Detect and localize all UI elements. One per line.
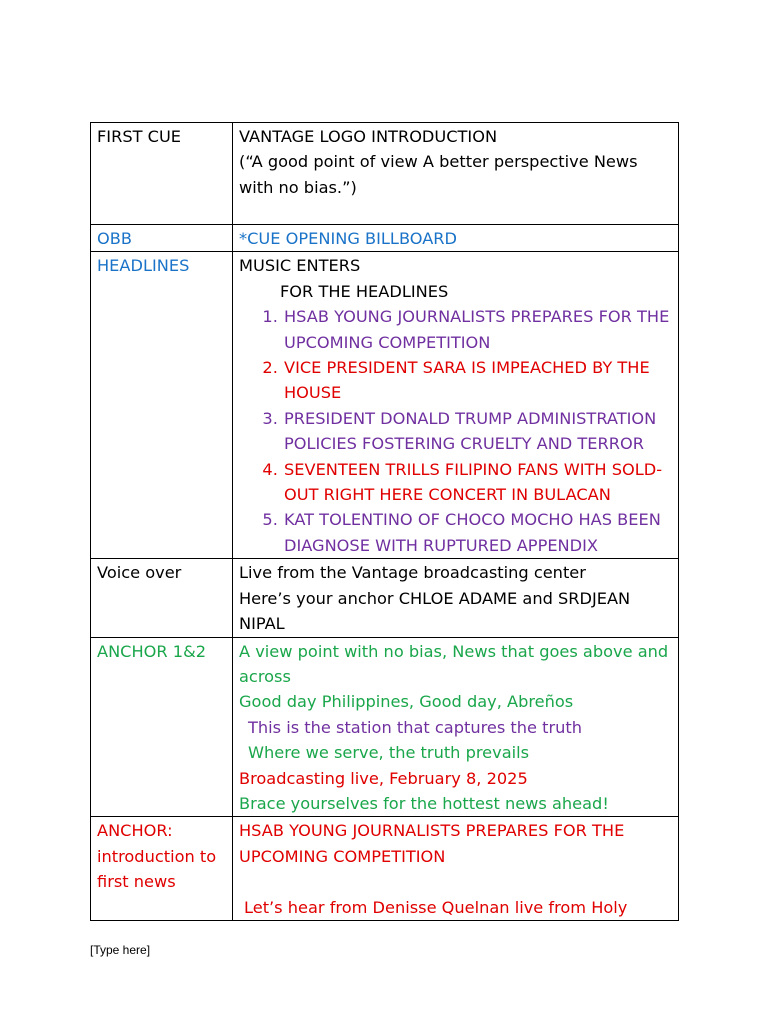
headline-item: 2. VICE PRESIDENT SARA IS IMPEACHED BY THE HOUSE — [283, 355, 672, 406]
cell-label-voice-over: Voice over — [91, 559, 233, 637]
anchor-line: A view point with no bias, News that goes above and across — [239, 641, 669, 686]
first-news-headline: HSAB YOUNG JOURNALISTS PREPARES FOR THE UPCOMING COMPETITION — [239, 821, 625, 866]
for-headlines-line: FOR THE HEADLINES — [280, 281, 449, 301]
first-news-lead: Let’s hear from Denisse Quelnan live from Holy — [244, 897, 628, 917]
anchor-line: This is the station that captures the truth — [248, 717, 583, 737]
row-obb — [91, 225, 679, 252]
cell-content-anchor-1-2 — [233, 637, 679, 817]
tagline-line: (“A good point of view A better perspective News with no bias.”) — [239, 152, 638, 197]
cell-label-headlines: HEADLINES — [91, 252, 233, 559]
headlines-list — [239, 304, 672, 558]
anchor-line: Brace yourselves for the hottest news ahead! — [239, 793, 609, 813]
footer-placeholder[interactable]: [Type here] — [90, 943, 151, 957]
spacer — [239, 869, 672, 894]
cell-content-obb: *CUE OPENING BILLBOARD — [233, 225, 679, 252]
anchor-line: Where we serve, the truth prevails — [248, 743, 530, 763]
anchor-line: Broadcasting live, February 8, 2025 — [239, 768, 528, 788]
row-anchor-1-2 — [91, 637, 679, 817]
headline-item: 3. PRESIDENT DONALD TRUMP ADMINISTRATION POLICIES FOSTERING CRUELTY AND TERROR — [283, 406, 672, 457]
headline-item: 1. HSAB YOUNG JOURNALISTS PREPARES FOR THE UPCOMING COMPETITION — [283, 304, 672, 355]
music-enters-line: MUSIC ENTERS — [239, 256, 361, 276]
voice-over-line: Here’s your anchor CHLOE ADAME and SRDJEAN NIPAL — [239, 588, 631, 634]
anchor-line: Good day Philippines, Good day, Abreños — [239, 692, 574, 712]
script-table — [90, 122, 679, 921]
headline-item: 5. KAT TOLENTINO OF CHOCO MOCHO HAS BEEN DIAGNOSE WITH RUPTURED APPENDIX — [283, 507, 672, 558]
cell-label-obb: OBB — [91, 225, 233, 252]
logo-intro-line: VANTAGE LOGO INTRODUCTION — [239, 127, 498, 146]
row-voice-over — [91, 559, 679, 637]
row-anchor-intro — [91, 817, 679, 921]
row-headlines — [91, 252, 679, 559]
cell-label-first-cue: FIRST CUE — [91, 123, 233, 225]
cell-content-first-cue — [233, 123, 679, 225]
voice-over-line: Live from the Vantage broadcasting center — [239, 563, 586, 583]
headline-item: 4. SEVENTEEN TRILLS FILIPINO FANS WITH SOLD-OUT RIGHT HERE CONCERT IN BULACAN — [283, 457, 672, 508]
cell-label-anchor-1-2: ANCHOR 1&2 — [91, 637, 233, 817]
cell-content-headlines — [233, 252, 679, 559]
cell-content-voice-over — [233, 559, 679, 637]
row-first-cue — [91, 123, 679, 225]
cell-label-anchor-intro: ANCHOR: introduction to first news — [91, 817, 233, 921]
cell-content-anchor-intro — [233, 817, 679, 921]
